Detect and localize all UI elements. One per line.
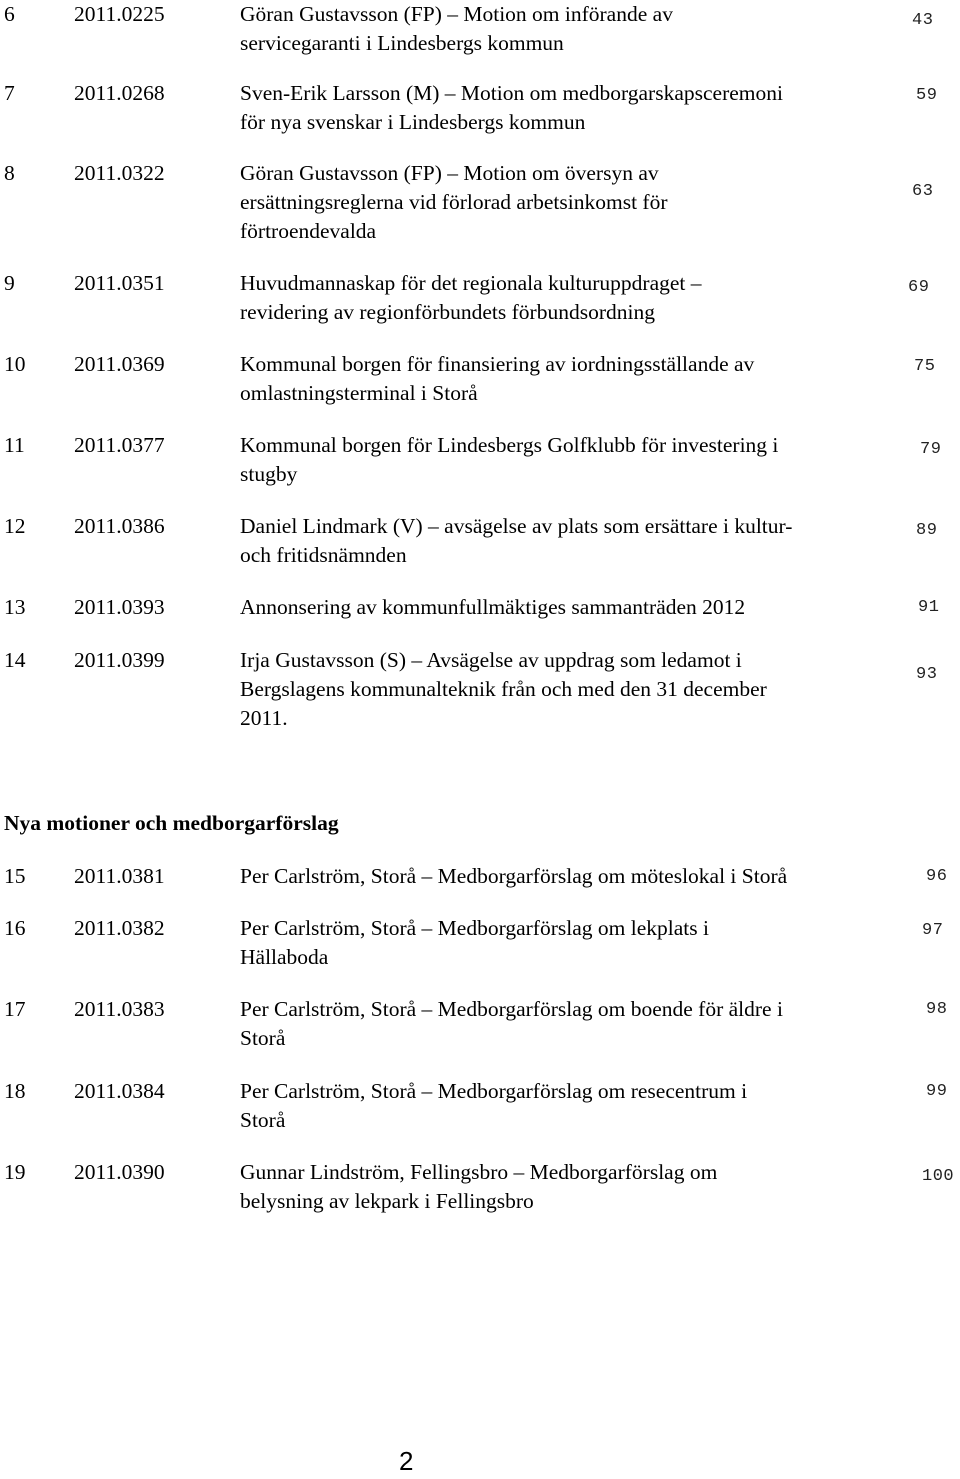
item-title: Per Carlström, Storå – Medborgarförslag om resecentrum i Storå (240, 1079, 748, 1132)
page-reference: 69 (908, 278, 930, 297)
item-number: 8 (4, 161, 15, 185)
item-title: Kommunal borgen för Lindesbergs Golfklubb för investering i stugby (240, 433, 779, 486)
section-heading: Nya motioner och medborgarförslag (4, 811, 339, 835)
page-reference: 93 (916, 665, 938, 684)
page-reference: 91 (918, 598, 940, 617)
item-title: Per Carlström, Storå – Medborgarförslag om lekplats i Hällaboda (240, 916, 709, 969)
item-number: 14 (4, 648, 26, 672)
item-number: 6 (4, 2, 15, 26)
registration-number: 2011.0393 (74, 595, 165, 619)
page-reference: 79 (920, 440, 942, 459)
item-number: 10 (4, 352, 26, 376)
registration-number: 2011.0377 (74, 433, 165, 457)
item-title: Göran Gustavsson (FP) – Motion om översyn av ersättningsreglerna vid förlorad arbetsinkomst för förtroendevalda (240, 161, 668, 243)
page-reference: 89 (916, 521, 938, 540)
item-title: Annonsering av kommunfullmäktiges sammanträden 2012 (240, 595, 746, 619)
item-number: 9 (4, 271, 15, 295)
page-reference: 75 (914, 357, 936, 376)
item-title: Irja Gustavsson (S) – Avsägelse av uppdrag som ledamot i Bergslagens kommunalteknik från och med den 31 december 2011. (240, 648, 767, 730)
item-title: Göran Gustavsson (FP) – Motion om införande av servicegaranti i Lindesbergs kommun (240, 2, 673, 55)
registration-number: 2011.0399 (74, 648, 165, 672)
item-title: Gunnar Lindström, Fellingsbro – Medborgarförslag om belysning av lekpark i Fellingsbro (240, 1160, 718, 1213)
registration-number: 2011.0386 (74, 514, 165, 538)
item-title: Sven-Erik Larsson (M) – Motion om medborgarskapsceremoni för nya svenskar i Lindesbergs kommun (240, 81, 783, 134)
registration-number: 2011.0369 (74, 352, 165, 376)
footer-page-number: 2 (399, 1446, 414, 1476)
registration-number: 2011.0384 (74, 1079, 165, 1103)
item-number: 19 (4, 1160, 26, 1184)
registration-number: 2011.0351 (74, 271, 165, 295)
item-number: 11 (4, 433, 25, 457)
page-reference: 63 (912, 182, 934, 201)
registration-number: 2011.0383 (74, 997, 165, 1021)
registration-number: 2011.0322 (74, 161, 165, 185)
page-reference: 97 (922, 921, 944, 940)
item-number: 16 (4, 916, 26, 940)
page-reference: 100 (922, 1167, 955, 1186)
item-title: Per Carlström, Storå – Medborgarförslag om boende för äldre i Storå (240, 997, 783, 1050)
item-number: 17 (4, 997, 26, 1021)
item-number: 12 (4, 514, 26, 538)
page-reference: 96 (926, 867, 948, 886)
page-reference: 99 (926, 1082, 948, 1101)
page-reference: 59 (916, 86, 938, 105)
page-reference: 98 (926, 1000, 948, 1019)
item-title: Huvudmannaskap för det regionala kulturuppdraget – revidering av regionförbundets förbundsordning (240, 271, 702, 324)
item-number: 13 (4, 595, 26, 619)
registration-number: 2011.0390 (74, 1160, 165, 1184)
item-number: 18 (4, 1079, 26, 1103)
item-title: Per Carlström, Storå – Medborgarförslag om möteslokal i Storå (240, 864, 788, 888)
registration-number: 2011.0268 (74, 81, 165, 105)
registration-number: 2011.0381 (74, 864, 165, 888)
item-number: 7 (4, 81, 15, 105)
item-title: Daniel Lindmark (V) – avsägelse av plats som ersättare i kultur- och fritidsnämnden (240, 514, 793, 567)
registration-number: 2011.0382 (74, 916, 165, 940)
item-number: 15 (4, 864, 26, 888)
item-title: Kommunal borgen för finansiering av iordningsställande av omlastningsterminal i Storå (240, 352, 755, 405)
page-reference: 43 (912, 11, 934, 30)
registration-number: 2011.0225 (74, 2, 165, 26)
